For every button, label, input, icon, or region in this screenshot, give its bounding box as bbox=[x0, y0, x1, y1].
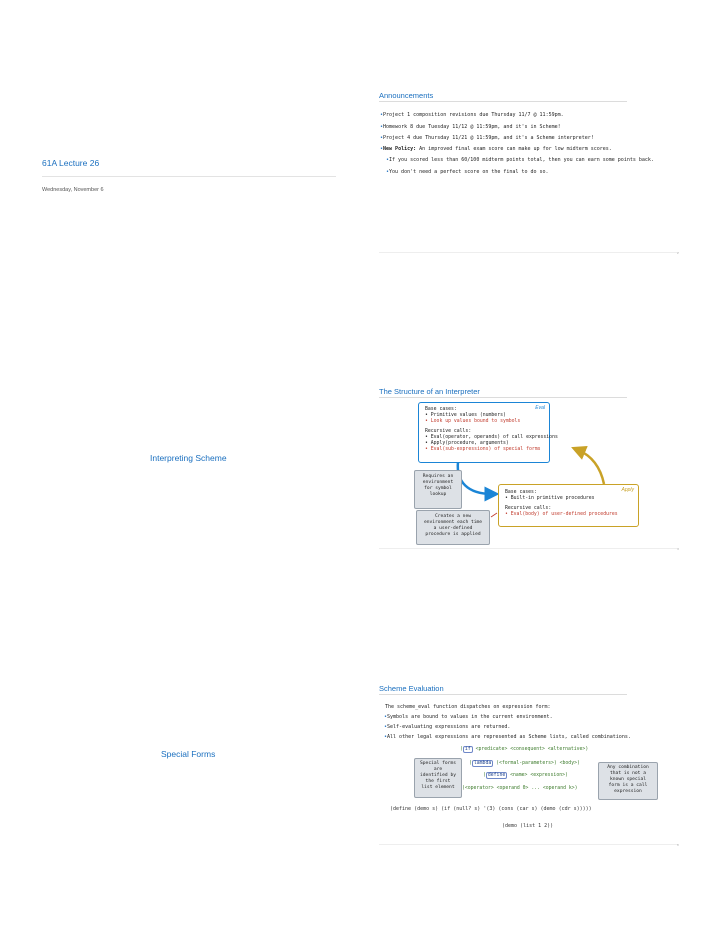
lecture-date: Wednesday, November 6 bbox=[42, 187, 104, 193]
title-divider bbox=[42, 176, 336, 177]
slide-footer-line bbox=[379, 252, 679, 253]
scheme-eval-bullet: •All other legal expressions are represented as Scheme lists, called combinations. bbox=[384, 734, 631, 740]
note-special-forms: Special forms are identified by the first list element bbox=[414, 758, 462, 798]
apply-to-eval-arrow bbox=[578, 450, 604, 484]
scheme-eval-divider bbox=[379, 694, 627, 695]
slide-footer-line bbox=[379, 548, 679, 549]
form-call: (<operator> <operand 0> ... <operand k>) bbox=[462, 786, 578, 791]
page-number: 4 bbox=[677, 547, 679, 551]
announcements-title: Announcements bbox=[379, 91, 434, 100]
slide-footer-line bbox=[379, 844, 679, 845]
code-call-demo: (demo (list 1 2)) bbox=[502, 823, 554, 829]
eval-base-item: • Primitive values (numbers) bbox=[425, 413, 506, 418]
form-if: ( if <predicate> <consequent> <alternative>) bbox=[460, 747, 589, 752]
form-lambda: ( lambda (<formal-parameters>) <body>) bbox=[469, 761, 580, 766]
eval-rec-item: • Apply(procedure, arguments) bbox=[425, 441, 509, 446]
note-creates-environment: Creates a new environment each time a user-defined procedure is applied bbox=[416, 510, 490, 545]
interpreter-divider bbox=[379, 397, 627, 398]
eval-rec-item: • Eval(sub-expressions) of special forms bbox=[425, 447, 541, 452]
announcements-divider bbox=[379, 101, 627, 102]
eval-rec-item: • Eval(operator, operands) of call expressions bbox=[425, 435, 558, 440]
eval-tag: Eval bbox=[535, 405, 545, 411]
announcement-item: •Project 4 due Thursday 11/21 @ 11:59pm, and it's a Scheme interpreter! bbox=[380, 135, 594, 141]
announcement-item: •Project 1 composition revisions due Thursday 11/7 @ 11:59pm. bbox=[380, 112, 564, 118]
eval-rec-label: Recursive calls: bbox=[425, 429, 472, 434]
apply-rec-label: Recursive calls: bbox=[505, 506, 552, 511]
eval-base-label: Base cases: bbox=[425, 407, 457, 412]
apply-box bbox=[498, 484, 639, 527]
lecture-title: 61A Lecture 26 bbox=[42, 158, 100, 168]
eval-box bbox=[418, 402, 558, 463]
apply-base-item: • Built-in primitive procedures bbox=[505, 496, 595, 501]
page-number: 6 bbox=[677, 843, 679, 847]
section-interpreting-scheme: Interpreting Scheme bbox=[150, 453, 227, 463]
code-define-demo: (define (demo s) (if (null? s) '(3) (cons (car s) (demo (cdr s))))) bbox=[390, 806, 592, 812]
eval-to-apply-arrow bbox=[458, 462, 492, 494]
section-special-forms: Special Forms bbox=[161, 749, 216, 759]
note-connector bbox=[491, 513, 497, 517]
interpreter-title: The Structure of an Interpreter bbox=[379, 387, 480, 396]
apply-tag: Apply bbox=[621, 487, 634, 493]
apply-base-label: Base cases: bbox=[505, 490, 537, 495]
announcement-item: •Homework 8 due Tuesday 11/12 @ 11:59pm, and it's in Scheme! bbox=[380, 124, 561, 130]
form-define: ( define <name> <expression>) bbox=[483, 773, 568, 778]
scheme-eval-bullet: •Symbols are bound to values in the current environment. bbox=[384, 714, 553, 720]
eval-base-item: • Look up values bound to symbols bbox=[425, 419, 521, 424]
note-requires-environment: Requires an environment for symbol lookup bbox=[414, 470, 462, 509]
page-number: 2 bbox=[677, 251, 679, 255]
scheme-eval-bullet: •Self-evaluating expressions are returned. bbox=[384, 724, 511, 730]
announcement-subitem: •You don't need a perfect score on the final to do so. bbox=[386, 169, 549, 175]
announcement-subitem: •If you scored less than 60/100 midterm points total, then you can earn some points back. bbox=[386, 157, 654, 163]
scheme-eval-intro: The scheme_eval function dispatches on expression form: bbox=[385, 704, 551, 710]
announcement-policy: •New Policy: An improved final exam score can make up for low midterm scores. bbox=[380, 146, 612, 152]
apply-rec-item: • Eval(body) of user-defined procedures bbox=[505, 512, 618, 517]
scheme-eval-title: Scheme Evaluation bbox=[379, 684, 444, 693]
note-call-expression: Any combination that is not a known special form is a call expression bbox=[598, 762, 658, 800]
